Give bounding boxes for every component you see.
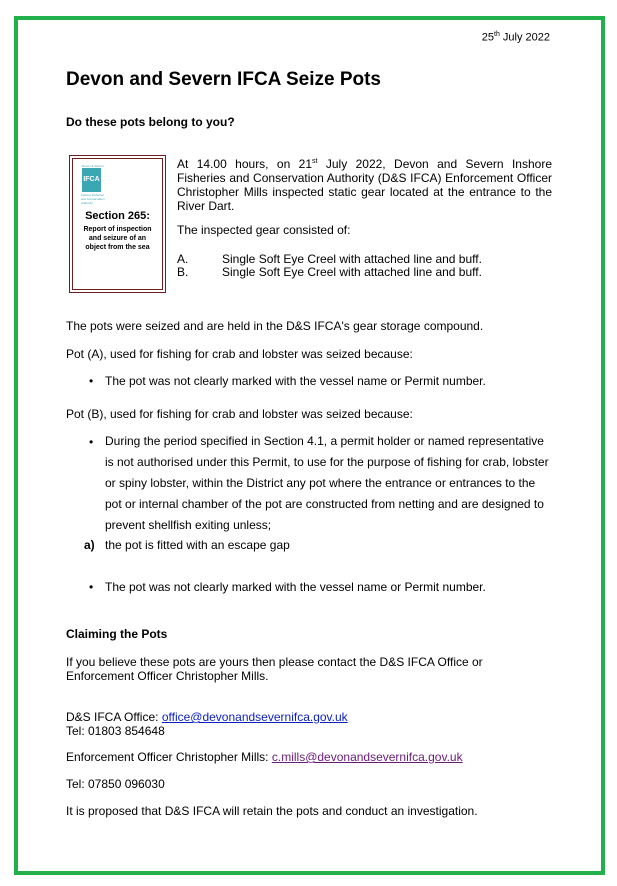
page-title: Devon and Severn IFCA Seize Pots [66, 69, 381, 90]
officer-tel: Tel: 07850 096030 [66, 777, 165, 791]
bullet-icon: • [89, 580, 94, 594]
pot-b-reason-2: The pot was not clearly marked with the vessel name or Permit number. [105, 580, 486, 594]
section-265-card [69, 155, 166, 293]
logo-top-text: Devon & Severn [82, 164, 104, 168]
card-section-title: Section 265: [85, 210, 150, 222]
claiming-heading: Claiming the Pots [66, 627, 168, 641]
office-tel: Tel: 01803 854648 [66, 724, 165, 738]
pot-b-reason: During the period specified in Section 4.1, a permit holder or named representative is not authorised under this Permit, to use for the purpose of fishing for crab, lobster or spiny lobster, within the District any pot where the entrance or entrances to the pot or internal chamber of the pot are constructed from netting and are designed to prevent shellfish exiting unless; [105, 434, 549, 532]
seized-paragraph: The pots were seized and are held in the D&S IFCA's gear storage compound. [66, 319, 484, 333]
closing-paragraph: It is proposed that D&S IFCA will retain the pots and conduct an investigation. [66, 804, 478, 818]
logo-subtitle: Inshore Fisheries and Conservation Authority [81, 193, 105, 205]
card-description: Report of inspection and seizure of an object from the sea [83, 226, 152, 251]
pot-a-reason: The pot was not clearly marked with the vessel name or Permit number. [105, 374, 486, 388]
officer-email-link[interactable]: c.mills@devonandsevernifca.gov.uk [271, 750, 463, 764]
inspected-heading: The inspected gear consisted of: [177, 223, 351, 237]
bullet-icon: • [89, 374, 94, 388]
ifca-logo: IFCA [82, 168, 101, 192]
document-date: 25th July 2022 [481, 31, 550, 44]
condition-letter: a) [84, 538, 95, 552]
intro-paragraph: At 14.00 hours, on 21st July 2022, Devon and Severn Inshore Fisheries and Conservation Authority (D&S IFCA) Enforcement Officer Christopher Mills inspected static gear located at the entrance to the River Dart. [177, 157, 552, 213]
office-contact: D&S IFCA Office: office@devonandsevernifca.gov.uk Tel: 01803 854648 [66, 710, 348, 738]
gear-item: B. Single Soft Eye Creel with attached line and buff. [177, 265, 482, 279]
claiming-paragraph: If you believe these pots are yours then please contact the D&S IFCA Office or Enforcement Officer Christopher Mills. [66, 655, 483, 683]
officer-contact: Enforcement Officer Christopher Mills: c.mills@devonandsevernifca.gov.uk [66, 750, 463, 764]
question-heading: Do these pots belong to you? [66, 115, 235, 129]
gear-item: A. Single Soft Eye Creel with attached line and buff. [177, 252, 482, 266]
pot-b-intro: Pot (B), used for fishing for crab and lobster was seized because: [66, 407, 413, 421]
condition-text: the pot is fitted with an escape gap [105, 538, 290, 552]
office-email-link[interactable]: office@devonandsevernifca.gov.uk [161, 710, 348, 724]
bullet-icon: • [89, 435, 94, 449]
pot-a-intro: Pot (A), used for fishing for crab and lobster was seized because: [66, 347, 413, 361]
